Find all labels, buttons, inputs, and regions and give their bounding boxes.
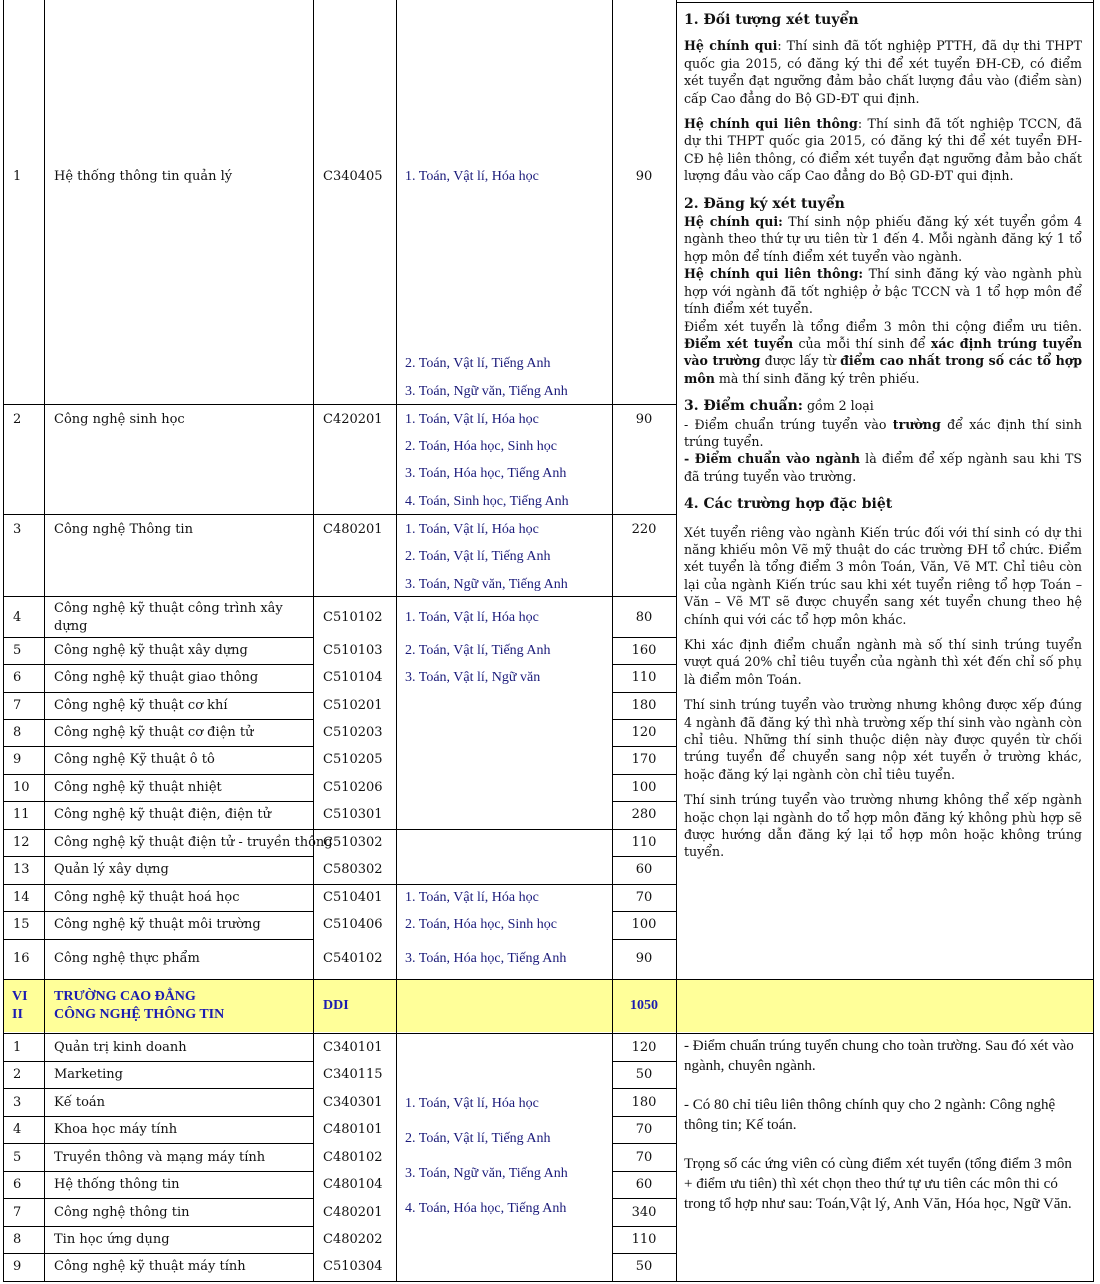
quota: 90 — [635, 169, 653, 184]
major-code: C480201 — [323, 1205, 383, 1220]
major-code: C510102 — [323, 610, 383, 625]
major-name: Công nghệ kỹ thuật cơ điện tử — [54, 725, 254, 740]
quota: 70 — [635, 1150, 653, 1165]
major-name: Công nghệ Thông tin — [54, 522, 193, 537]
major-code: C340101 — [323, 1040, 383, 1055]
subject-combo: 1. Toán, Vật lí, Hóa học — [405, 890, 539, 905]
major-code: C510301 — [323, 807, 383, 822]
major-name-cont: dựng — [54, 619, 88, 634]
major-name: Công nghệ kỹ thuật công trình xây — [54, 601, 283, 616]
subject-combo: 1. Toán, Vật lí, Hóa học — [405, 522, 539, 537]
section-title: TRƯỜNG CAO ĐẲNG — [54, 989, 196, 1004]
quota: 340 — [631, 1205, 657, 1220]
major-name: Công nghệ Kỹ thuật ô tô — [54, 752, 215, 767]
admission-notes — [684, 12, 1082, 869]
notes-heading: 2. Đăng ký xét tuyển — [684, 195, 845, 212]
quota: 170 — [631, 752, 657, 767]
quota: 70 — [635, 1122, 653, 1137]
major-code: C510205 — [323, 752, 383, 767]
section-number-cont: II — [12, 1007, 23, 1022]
notes-heading: 1. Đối tượng xét tuyển — [684, 12, 859, 28]
major-code: C480202 — [323, 1232, 383, 1247]
major-code: C510103 — [323, 643, 383, 658]
notes-text: Thí sinh đăng ký vào ngành phù hợp với ngành đã tốt nghiệp ở bậc TCCN và 1 tổ hợp môn để tính điểm xét tuyển. — [684, 266, 1083, 317]
row-number: 2 — [13, 412, 22, 427]
major-name: Công nghệ kỹ thuật xây dựng — [54, 643, 248, 658]
notes-text: - Điểm chuẩn trúng tuyển vào — [684, 416, 893, 432]
major-code: C510302 — [323, 835, 383, 850]
subject-combo: 2. Toán, Vật lí, Tiếng Anh — [405, 643, 551, 658]
major-name: Công nghệ kỹ thuật hoá học — [54, 890, 240, 905]
quota: 90 — [635, 412, 653, 427]
notes-bold: xác định trúng tuyển vào trường — [684, 335, 1082, 369]
section-code: DDI — [323, 998, 349, 1013]
row-number: 4 — [13, 1122, 22, 1137]
quota: 110 — [631, 835, 657, 850]
major-name: Công nghệ kỹ thuật điện tử - truyền thông — [54, 835, 333, 850]
row-number: 2 — [13, 1067, 22, 1082]
major-name: Công nghệ kỹ thuật điện, điện tử — [54, 807, 272, 822]
major-code: C480201 — [323, 522, 383, 537]
major-code: C510304 — [323, 1259, 383, 1274]
quota: 60 — [635, 1177, 653, 1192]
subject-combo: 3. Toán, Ngữ văn, Tiếng Anh — [405, 384, 568, 399]
major-name: Quản lý xây dựng — [54, 862, 169, 877]
row-number: 11 — [13, 807, 30, 822]
quota: 280 — [631, 807, 657, 822]
subject-combo: 4. Toán, Sinh học, Tiếng Anh — [405, 494, 569, 509]
quota: 50 — [635, 1259, 653, 1274]
notes-text: để xác định thí sinh trúng tuyển. — [684, 416, 1083, 449]
school-notes — [684, 1036, 1084, 1226]
row-number: 1 — [13, 169, 22, 184]
major-name: Khoa học máy tính — [54, 1122, 178, 1137]
notes-text: là điểm để xếp ngành sau khi TS đã trúng tuyển vào trường. — [684, 451, 1082, 484]
section-quota: 1050 — [630, 998, 658, 1013]
row-number: 14 — [13, 890, 30, 905]
subject-combo: 3. Toán, Hóa học, Tiếng Anh — [405, 466, 567, 481]
quota: 160 — [631, 643, 657, 658]
major-code: C510203 — [323, 725, 383, 740]
row-number: 5 — [13, 1150, 22, 1165]
quota: 180 — [631, 1095, 657, 1110]
notes-text: được lấy từ — [760, 353, 841, 369]
notes-text: Xét tuyển riêng vào ngành Kiến trúc đối với thí sinh có dự thi năng khiếu môn Vẽ mỹ thuật do các trường ĐH tổ chức. Điểm xét tuyển là tổng điểm 3 môn Toán, Văn, Vẽ MT. Chỉ tiêu còn lại của ngành Kiến trúc sau khi xét tuyển riêng tổ hợp Toán – Văn – Vẽ MT sẽ được chuyển sang xét tuyển chung theo hệ chính qui với các tổ hợp môn khác. — [684, 524, 1082, 627]
major-code: C510401 — [323, 890, 383, 905]
subject-combo: 1. Toán, Vật lí, Hóa học — [405, 1096, 539, 1111]
major-name: Công nghệ thông tin — [54, 1205, 190, 1220]
notes-bold: Hệ chính qui liên thông: — [684, 266, 864, 282]
notes-text: Thí sinh trúng tuyển vào trường nhưng không được xếp đúng 4 ngành đã đăng ký thì nhà trường xếp thí sinh vào ngành còn chỉ tiêu. Những thí sinh thuộc diện này được quyền từ chối trúng tuyển để chuyển sang nộp xét tuyển ở trường khác, hoặc đăng ký lại ngành còn chỉ tiêu tuyển. — [684, 697, 1082, 782]
notes-bold: Hệ chính qui: — [684, 214, 783, 230]
row-number: 10 — [13, 780, 30, 795]
major-name: Công nghệ thực phẩm — [54, 951, 200, 966]
row-number: 1 — [13, 1040, 22, 1055]
row-number: 12 — [13, 835, 30, 850]
major-code: C340405 — [323, 169, 383, 184]
subject-combo: 3. Toán, Ngữ văn, Tiếng Anh — [405, 577, 568, 592]
quota: 80 — [635, 610, 653, 625]
notes-bold: Hệ chính qui liên thông — [684, 116, 858, 132]
subject-combo: 2. Toán, Vật lí, Tiếng Anh — [405, 549, 551, 564]
notes-bold: Hệ chính qui — [684, 38, 778, 54]
quota: 50 — [635, 1067, 653, 1082]
major-code: C540102 — [323, 951, 383, 966]
quota: 110 — [631, 1232, 657, 1247]
subject-combo: 1. Toán, Vật lí, Hóa học — [405, 412, 539, 427]
notes-heading: 4. Các trường hợp đặc biệt — [684, 496, 893, 513]
notes-text: mà thí sinh đăng ký trên phiếu. — [714, 370, 920, 386]
row-number: 16 — [13, 951, 30, 966]
major-name: Công nghệ kỹ thuật môi trường — [54, 917, 261, 932]
notes-text: Thí sinh trúng tuyển vào trường nhưng không thể xếp ngành hoặc chọn lại ngành do tổ hợp môn đăng ký không phù hợp sẽ được hướng dẫn đăng ký lại tổ hợp môn hoặc không trúng tuyển. — [684, 792, 1082, 860]
row-number: 8 — [13, 1232, 22, 1247]
major-name: Công nghệ kỹ thuật máy tính — [54, 1259, 246, 1274]
quota: 100 — [631, 780, 657, 795]
major-name: Công nghệ sinh học — [54, 412, 185, 427]
major-name: Công nghệ kỹ thuật giao thông — [54, 670, 259, 685]
notes-text: của mỗi thí sinh để — [793, 335, 931, 351]
subject-combo: 3. Toán, Hóa học, Tiếng Anh — [405, 951, 567, 966]
subject-combo: 1. Toán, Vật lí, Hóa học — [405, 610, 539, 625]
major-name: Công nghệ kỹ thuật cơ khí — [54, 698, 228, 713]
row-number: 7 — [13, 1205, 22, 1220]
section-number: VI — [12, 989, 28, 1004]
major-name: Hệ thống thông tin — [54, 1177, 180, 1192]
subject-combo: 2. Toán, Hóa học, Sinh học — [405, 917, 557, 932]
notes-bold: điểm cao nhất trong số các tổ hợp môn — [684, 353, 1082, 386]
notes-text: gồm 2 loại — [802, 398, 874, 414]
section-title-cont: CÔNG NGHỆ THÔNG TIN — [54, 1007, 225, 1022]
row-number: 3 — [13, 1095, 22, 1110]
quota: 60 — [635, 862, 653, 877]
major-code: C340301 — [323, 1095, 383, 1110]
notes-text: : Thí sinh đã tốt nghiệp PTTH, đã dự thi THPT quốc gia 2015, có đăng ký thi để xét tuyển ĐH-CĐ, có điểm xét tuyển đạt ngưỡng đảm bảo chất lượng đầu vào (điểm sàn) cấp Cao đẳng do Bộ GD-ĐT qui định. — [684, 38, 1082, 106]
row-number: 8 — [13, 725, 22, 740]
quota: 120 — [631, 725, 657, 740]
notes-text: : Thí sinh đã tốt nghiệp TCCN, đã dự thi THPT quốc gia 2015, có đăng ký thi để xét tuyển ĐH-CĐ hệ liên thông, có điểm xét tuyển đạt ngưỡng đảm bảo chất lượng đầu vào cấp Cao đẳng do Bộ GD-ĐT qui định. — [684, 116, 1082, 184]
notes-heading: 3. Điểm chuẩn: — [684, 398, 803, 415]
major-code: C510201 — [323, 698, 383, 713]
notes-text: - Có 80 chỉ tiêu liên thông chính quy cho 2 ngành: Công nghệ thông tin; Kế toán. — [684, 1097, 1056, 1133]
quota: 90 — [635, 951, 653, 966]
subject-combo: 3. Toán, Vật lí, Ngữ văn — [405, 670, 541, 685]
major-name: Marketing — [54, 1067, 123, 1082]
major-code: C340115 — [323, 1067, 383, 1082]
major-code: C480101 — [323, 1122, 383, 1137]
major-name: Kế toán — [54, 1095, 106, 1110]
subject-combo: 2. Toán, Vật lí, Tiếng Anh — [405, 1131, 551, 1146]
major-code: C420201 — [323, 412, 383, 427]
notes-bold: trường — [892, 416, 941, 432]
major-name: Tin học ứng dụng — [54, 1232, 170, 1247]
notes-text: Trọng số các ứng viên có cùng điểm xét tuyển (tổng điểm 3 môn + điểm ưu tiên) thì xét chọn theo thứ tự ưu tiên các môn thi có trong tổ hợp như sau: Toán,Vật lý, Anh Văn, Hóa học, Ngữ Văn. — [684, 1156, 1072, 1212]
notes-text: Thí sinh nộp phiếu đăng ký xét tuyển gồm 4 ngành theo thứ tự ưu tiên từ 1 đến 4. Mỗi ngành đăng ký 1 tổ hợp môn để tính điểm xét tuyển vào ngành. — [684, 214, 1082, 264]
notes-text: Điểm xét tuyển là tổng điểm 3 môn thi cộng điểm ưu tiên. — [684, 318, 1082, 334]
row-number: 6 — [13, 670, 22, 685]
quota: 70 — [635, 890, 653, 905]
major-code: C580302 — [323, 862, 383, 877]
quota: 180 — [631, 698, 657, 713]
row-number: 6 — [13, 1177, 22, 1192]
major-name: Hệ thống thông tin quản lý — [54, 169, 233, 184]
row-number: 7 — [13, 698, 22, 713]
subject-combo: 2. Toán, Hóa học, Sinh học — [405, 439, 557, 454]
row-number: 9 — [13, 1259, 22, 1274]
major-code: C510406 — [323, 917, 383, 932]
notes-bold: Điểm xét tuyển — [684, 335, 794, 351]
quota: 110 — [631, 670, 657, 685]
quota: 100 — [631, 917, 657, 932]
major-code: C480104 — [323, 1177, 383, 1192]
major-code: C510104 — [323, 670, 383, 685]
subject-combo: 2. Toán, Vật lí, Tiếng Anh — [405, 356, 551, 371]
subject-combo: 3. Toán, Ngữ văn, Tiếng Anh — [405, 1166, 568, 1181]
notes-text: - Điểm chuẩn trúng tuyển chung cho toàn trường. Sau đó xét vào ngành, chuyên ngành. — [684, 1038, 1074, 1074]
row-number: 4 — [13, 610, 22, 625]
notes-text: Khi xác định điểm chuẩn ngành mà số thí sinh trúng tuyển vượt quá 20% chỉ tiêu tuyển của ngành thì xét đến chỉ số phụ là điểm môn Toán. — [684, 637, 1082, 687]
row-number: 15 — [13, 917, 30, 932]
row-number: 9 — [13, 752, 22, 767]
quota: 220 — [631, 522, 657, 537]
row-number: 5 — [13, 643, 22, 658]
row-number: 13 — [13, 862, 30, 877]
quota: 120 — [631, 1040, 657, 1055]
major-name: Quản trị kinh doanh — [54, 1040, 187, 1055]
major-code: C510206 — [323, 780, 383, 795]
subject-combo: 1. Toán, Vật lí, Hóa học — [405, 169, 539, 184]
major-name: Công nghệ kỹ thuật nhiệt — [54, 780, 222, 795]
subject-combo: 4. Toán, Hóa học, Tiếng Anh — [405, 1201, 567, 1216]
row-number: 3 — [13, 522, 22, 537]
major-name: Truyền thông và mạng máy tính — [54, 1150, 266, 1165]
major-code: C480102 — [323, 1150, 383, 1165]
notes-bold: - Điểm chuẩn vào ngành — [684, 451, 861, 467]
